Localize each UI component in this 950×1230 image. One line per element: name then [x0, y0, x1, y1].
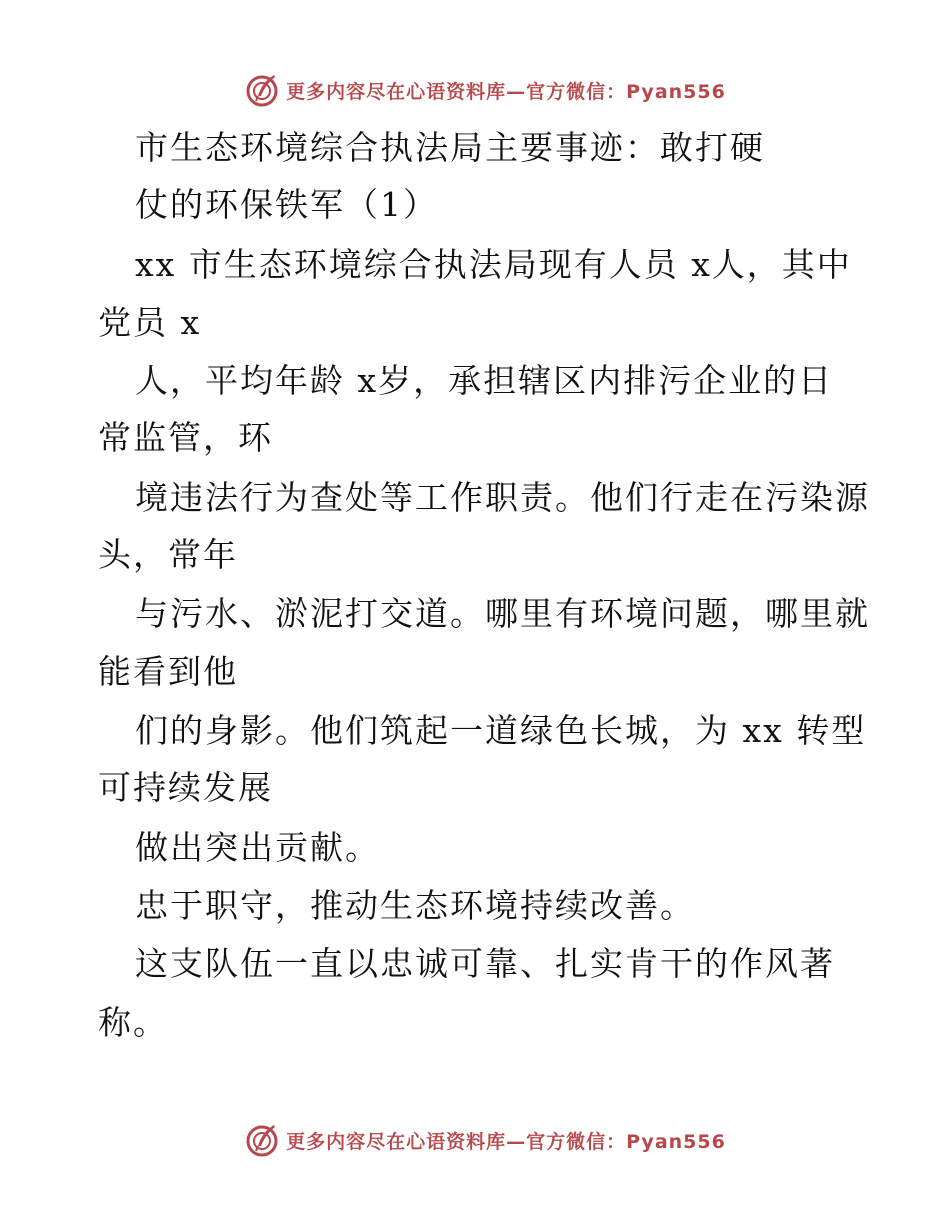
paragraph-line: 忠于职守，推动生态环境持续改善。: [135, 886, 695, 925]
paragraph-line: 做出突出贡献。: [135, 828, 380, 867]
paragraph-line: 头，常年: [98, 535, 238, 574]
title-line-1: 市生态环境综合执法局主要事迹：敢打硬: [135, 128, 765, 167]
quill-logo-icon: [244, 1122, 280, 1158]
watermark-text: 更多内容尽在心语资料库—官方微信：Pyan556: [286, 1130, 726, 1153]
paragraph-line: 党员 x: [98, 303, 202, 342]
footer-watermark: [0, 1118, 950, 1162]
header-watermark: [0, 68, 950, 112]
title-line-2: 仗的环保铁军（1）: [135, 185, 438, 224]
paragraph-line: 可持续发展: [98, 768, 273, 807]
quill-logo-icon: [244, 72, 280, 108]
paragraph-line: 这支队伍一直以忠诚可靠、扎实肯干的作风著: [135, 944, 835, 983]
paragraph-line: 们的身影。他们筑起一道绿色长城，为 xx 转型: [135, 711, 867, 750]
paragraph-line: 境违法行为查处等工作职责。他们行走在污染源: [135, 478, 870, 517]
paragraph-line: 称。: [98, 1003, 168, 1042]
paragraph-line: 人，平均年龄 x岁，承担辖区内排污企业的日: [135, 361, 834, 400]
paragraph-line: 能看到他: [98, 652, 238, 691]
paragraph-line: 与污水、淤泥打交道。哪里有环境问题，哪里就: [135, 594, 870, 633]
paragraph-line: xx 市生态环境综合执法局现有人员 x人，其中: [135, 245, 852, 284]
paragraph-line: 常监管，环: [98, 418, 273, 457]
watermark-text: 更多内容尽在心语资料库—官方微信：Pyan556: [286, 80, 726, 103]
